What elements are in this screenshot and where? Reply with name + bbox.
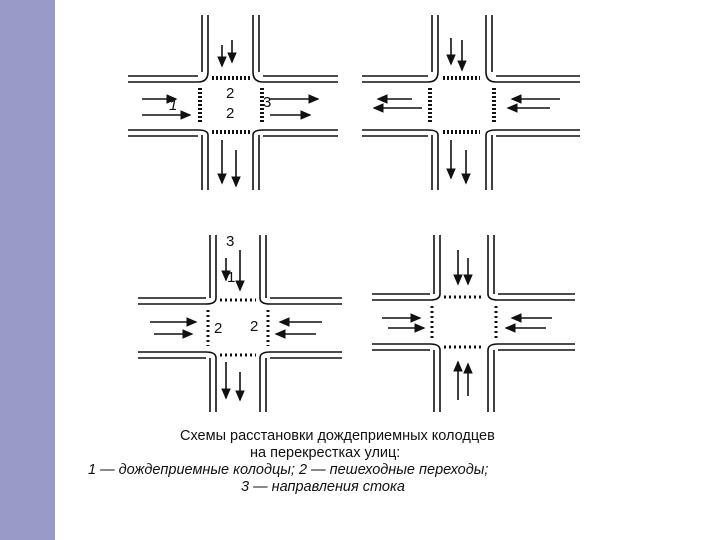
intersection-2 xyxy=(362,15,580,190)
intersection-3 xyxy=(138,235,342,412)
label-2-c-right: 2 xyxy=(250,318,259,335)
label-1-c: 1 xyxy=(227,269,236,286)
label-1: 1 xyxy=(169,97,178,114)
label-3-c: 3 xyxy=(226,233,235,250)
label-2a: 2 xyxy=(226,85,235,102)
caption-line-1: Схемы расстановки дождеприемных колодцев xyxy=(180,428,495,444)
intersection-1 xyxy=(128,15,338,190)
label-2b: 2 xyxy=(226,105,235,122)
label-2-c-left: 2 xyxy=(214,320,223,337)
caption-line-4: 3 — направления стока xyxy=(241,479,405,495)
caption-line-2: на перекрестках улиц: xyxy=(250,445,401,461)
intersection-4 xyxy=(372,235,575,412)
caption-line-3: 1 — дождеприемные колодцы; 2 — пешеходные переходы; xyxy=(88,462,489,478)
label-3: 3 xyxy=(263,94,272,111)
